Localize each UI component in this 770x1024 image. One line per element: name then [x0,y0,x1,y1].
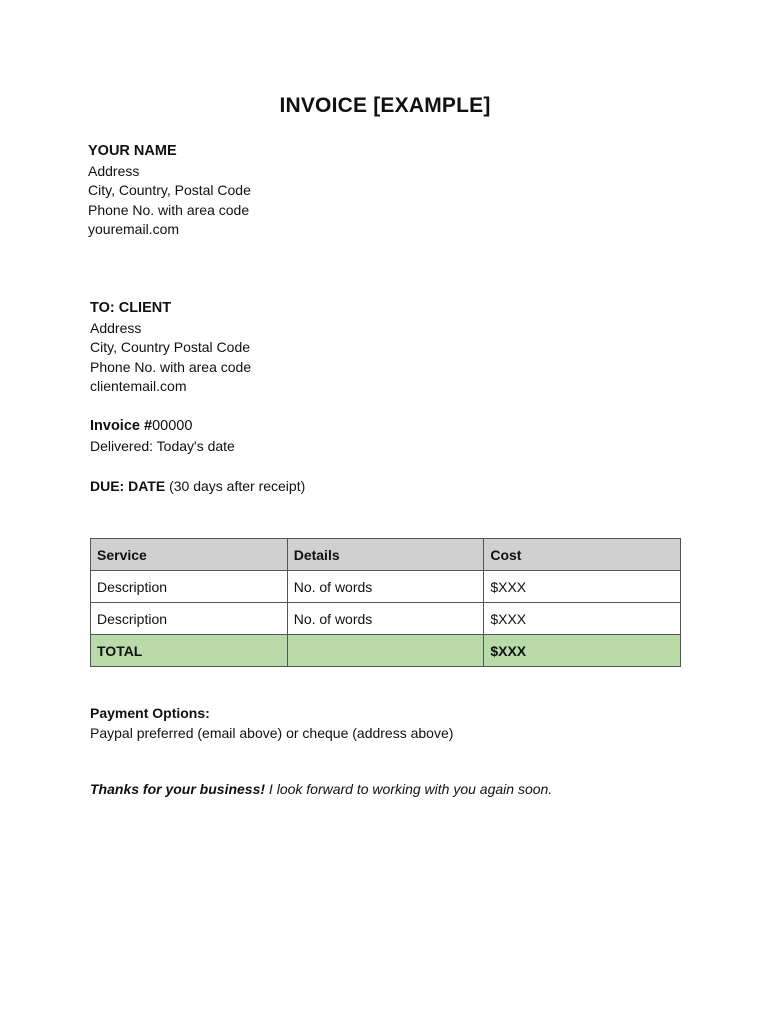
payment-block [90,704,453,743]
sender-block [88,142,251,240]
client-email: clientemail.com [90,378,187,395]
total-label: TOTAL [91,635,288,667]
header-details: Details [287,539,484,571]
row-service: Description [91,571,288,603]
row-cost: $XXX [484,571,681,603]
sender-phone: Phone No. with area code [88,201,250,218]
services-table [90,538,681,667]
sender-name: YOUR NAME [88,143,177,159]
row-cost: $XXX [484,603,681,635]
row-service: Description [91,603,288,635]
table-row [91,603,681,635]
row-details: No. of words [287,603,484,635]
client-phone: Phone No. with area code [90,358,252,375]
header-cost: Cost [484,539,681,571]
sender-address: Address [88,162,140,179]
table-header-row [91,539,681,571]
table-row [91,571,681,603]
due-date-line [90,477,305,497]
payment-heading: Payment Options: [90,705,210,721]
invoice-number-line [90,417,235,437]
invoice-number-label: Invoice # [90,418,153,434]
total-cost: $XXX [484,635,681,667]
client-city-line: City, Country Postal Code [90,339,251,356]
total-details [287,635,484,667]
client-heading: TO: CLIENT [90,300,172,316]
invoice-delivered: Delivered: Today's date [90,437,235,454]
sender-city-line: City, Country, Postal Code [88,182,251,199]
thanks-line [90,781,552,797]
invoice-info [90,417,235,456]
due-label: DUE: DATE [90,478,166,494]
sender-email: youremail.com [88,221,180,238]
table-total-row [91,635,681,667]
thanks-bold: Thanks for your business! [90,781,266,797]
payment-text: Paypal preferred (email above) or cheque (address above) [90,724,454,741]
client-address: Address [90,319,142,336]
invoice-number-value: 00000 [152,418,193,434]
client-block [90,299,251,397]
due-note: (30 days after receipt) [165,478,306,494]
thanks-rest: I look forward to working with you again soon. [265,781,553,797]
invoice-title: INVOICE [EXAMPLE] [279,94,491,117]
header-service: Service [91,539,288,571]
row-details: No. of words [287,571,484,603]
